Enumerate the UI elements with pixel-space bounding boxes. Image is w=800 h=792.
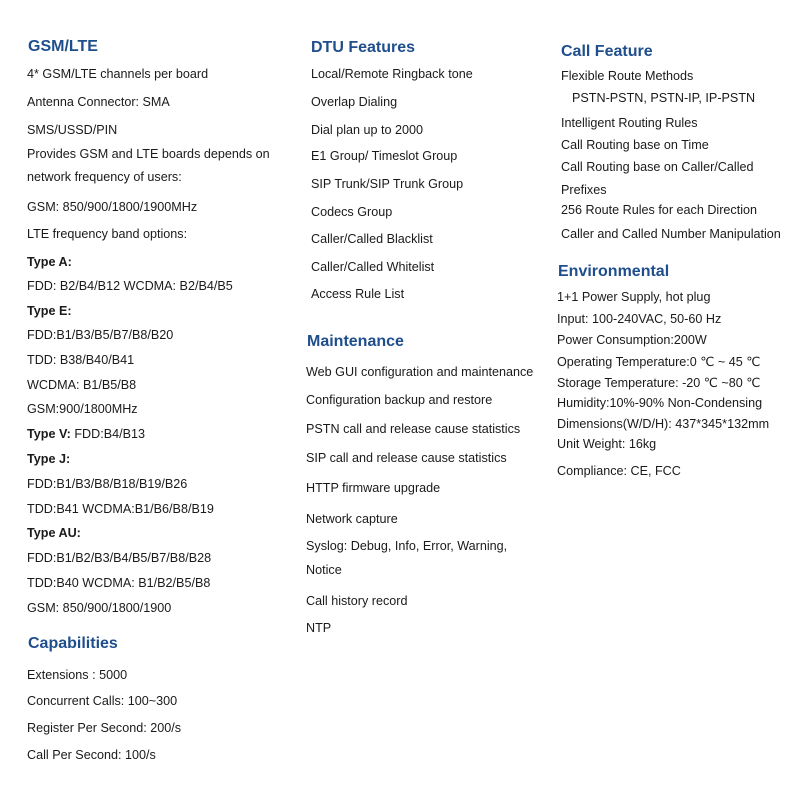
maintenance-notice: Notice [306, 563, 342, 577]
call-route-rules: 256 Route Rules for each Direction [561, 203, 758, 217]
gsm-line-lte-options: LTE frequency band options: [27, 227, 188, 241]
call-intelligent-rules: Intelligent Routing Rules [561, 116, 698, 130]
maintenance-sip-stats: SIP call and release cause statistics [306, 451, 507, 465]
env-operating-temp: Operating Temperature:0 ℃ ~ 45 ℃ [557, 355, 761, 369]
type-v-label: Type V: [27, 427, 71, 441]
call-prefixes: Prefixes [561, 183, 607, 197]
maintenance-firmware: HTTP firmware upgrade [306, 481, 441, 495]
capabilities-call-rate: Call Per Second: 100/s [27, 748, 156, 762]
dtu-features-heading: DTU Features [311, 39, 416, 56]
env-power-supply: 1+1 Power Supply, hot plug [557, 290, 711, 304]
maintenance-pstn-stats: PSTN call and release cause statistics [306, 422, 521, 436]
call-routing-caller: Call Routing base on Caller/Called [561, 160, 754, 174]
call-number-manipulation: Caller and Called Number Manipulation [561, 227, 781, 241]
type-a-label: Type A: [27, 255, 72, 269]
maintenance-network-capture: Network capture [306, 512, 398, 526]
dtu-access-rule-list: Access Rule List [311, 287, 405, 301]
maintenance-call-history: Call history record [306, 594, 408, 608]
dtu-overlap-dialing: Overlap Dialing [311, 95, 398, 109]
maintenance-heading: Maintenance [307, 333, 404, 350]
type-j-tdd: TDD:B41 WCDMA:B1/B6/B8/B19 [27, 502, 214, 516]
env-storage-temp: Storage Temperature: -20 ℃ ~80 ℃ [557, 376, 761, 390]
type-au-label: Type AU: [27, 526, 81, 540]
env-humidity: Humidity:10%-90% Non-Condensing [557, 396, 763, 410]
maintenance-ntp: NTP [306, 621, 332, 635]
maintenance-web-gui: Web GUI configuration and maintenance [306, 365, 534, 379]
type-v-bands: FDD:B4/B13 [74, 427, 146, 441]
type-e-gsm: GSM:900/1800MHz [27, 402, 138, 416]
env-input: Input: 100-240VAC, 50-60 Hz [557, 312, 722, 326]
call-route-methods: PSTN-PSTN, PSTN-IP, IP-PSTN [572, 91, 756, 105]
dtu-codecs-group: Codecs Group [311, 205, 393, 219]
type-e-tdd: TDD: B38/B40/B41 [27, 353, 135, 367]
dtu-blacklist: Caller/Called Blacklist [311, 232, 433, 246]
dtu-sip-trunk: SIP Trunk/SIP Trunk Group [311, 177, 464, 191]
capabilities-register-rate: Register Per Second: 200/s [27, 721, 182, 735]
env-dimensions: Dimensions(W/D/H): 437*345*132mm [557, 417, 770, 431]
type-au-fdd: FDD:B1/B2/B3/B4/B5/B7/B8/B28 [27, 551, 212, 565]
type-e-label: Type E: [27, 304, 72, 318]
env-power-consumption: Power Consumption:200W [557, 333, 707, 347]
type-e-fdd: FDD:B1/B3/B5/B7/B8/B20 [27, 328, 174, 342]
env-compliance: Compliance: CE, FCC [557, 464, 681, 478]
gsm-line-antenna: Antenna Connector: SMA [27, 95, 170, 109]
capabilities-extensions: Extensions : 5000 [27, 668, 128, 682]
gsm-lte-heading: GSM/LTE [28, 38, 98, 55]
gsm-line-bands: GSM: 850/900/1800/1900MHz [27, 200, 198, 214]
type-a-bands: FDD: B2/B4/B12 WCDMA: B2/B4/B5 [27, 279, 233, 293]
call-routing-time: Call Routing base on Time [561, 138, 709, 152]
dtu-dial-plan: Dial plan up to 2000 [311, 123, 424, 137]
capabilities-concurrent-calls: Concurrent Calls: 100~300 [27, 694, 178, 708]
gsm-line-sms: SMS/USSD/PIN [27, 123, 118, 137]
dtu-whitelist: Caller/Called Whitelist [311, 260, 435, 274]
maintenance-syslog: Syslog: Debug, Info, Error, Warning, [306, 539, 508, 553]
type-v-line [27, 427, 145, 441]
type-j-label: Type J: [27, 452, 71, 466]
type-e-wcdma: WCDMA: B1/B5/B8 [27, 378, 137, 392]
gsm-line-network: network frequency of users: [27, 170, 182, 184]
capabilities-heading: Capabilities [28, 635, 118, 652]
dtu-e1-group: E1 Group/ Timeslot Group [311, 149, 458, 163]
env-unit-weight: Unit Weight: 16kg [557, 437, 657, 451]
gsm-line-channels: 4* GSM/LTE channels per board [27, 67, 209, 81]
type-j-fdd: FDD:B1/B3/B8/B18/B19/B26 [27, 477, 188, 491]
dtu-ringback: Local/Remote Ringback tone [311, 67, 473, 81]
maintenance-backup: Configuration backup and restore [306, 393, 493, 407]
environmental-heading: Environmental [558, 263, 670, 280]
type-au-tdd: TDD:B40 WCDMA: B1/B2/B5/B8 [27, 576, 211, 590]
type-au-gsm: GSM: 850/900/1800/1900 [27, 601, 172, 615]
call-feature-heading: Call Feature [561, 43, 653, 60]
gsm-line-provides: Provides GSM and LTE boards depends on [27, 147, 270, 161]
call-flexible-route: Flexible Route Methods [561, 69, 694, 83]
